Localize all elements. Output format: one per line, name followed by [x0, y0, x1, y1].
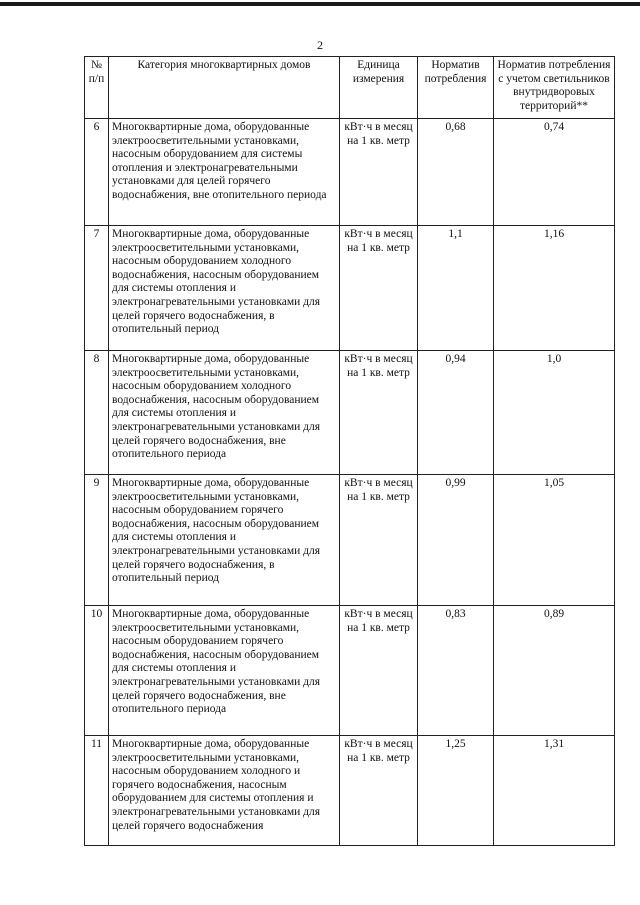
row-norm: 0,94 — [418, 351, 494, 475]
header-norm-lighting: Норматив потребления с учетом светильников внутридворовых территорий** — [494, 57, 615, 119]
row-norm: 1,25 — [418, 736, 494, 846]
row-norm: 1,1 — [418, 226, 494, 351]
row-norm-lighting: 1,05 — [494, 475, 615, 606]
header-norm: Норматив потребления — [418, 57, 494, 119]
row-category: Многоквартирные дома, оборудованные электроосветительными установками, насосным оборудованием горячего водоснабжения, насосным оборудованием для системы отопления и электронагревательными установками для целей горячего водоснабжения, вне отопительного периода — [109, 606, 340, 736]
row-unit: кВт·ч в месяц на 1 кв. метр — [340, 119, 418, 226]
row-unit: кВт·ч в месяц на 1 кв. метр — [340, 351, 418, 475]
row-num: 6 — [85, 119, 109, 226]
table-row — [85, 226, 615, 351]
row-norm-lighting: 1,16 — [494, 226, 615, 351]
table-row — [85, 119, 615, 226]
table-row — [85, 475, 615, 606]
row-num: 8 — [85, 351, 109, 475]
norms-table — [84, 56, 615, 846]
row-category: Многоквартирные дома, оборудованные электроосветительными установками, насосным оборудованием холодного водоснабжения, насосным оборудованием для системы отопления и электронагревательными установками для целей горячего водоснабжения, в отопительный период — [109, 226, 340, 351]
top-border-line — [0, 2, 640, 6]
header-category: Категория многоквартирных домов — [109, 57, 340, 119]
row-category: Многоквартирные дома, оборудованные электроосветительными установками, насосным оборудованием холодного и горячего водоснабжения, насосным оборудованием для системы отопления и электронагревательными установками для целей горячего водоснабжения — [109, 736, 340, 846]
row-norm: 0,68 — [418, 119, 494, 226]
row-norm: 0,83 — [418, 606, 494, 736]
row-num: 9 — [85, 475, 109, 606]
row-norm-lighting: 0,74 — [494, 119, 615, 226]
header-unit: Единица измерения — [340, 57, 418, 119]
table-row — [85, 351, 615, 475]
row-norm-lighting: 0,89 — [494, 606, 615, 736]
row-unit: кВт·ч в месяц на 1 кв. метр — [340, 226, 418, 351]
row-unit: кВт·ч в месяц на 1 кв. метр — [340, 606, 418, 736]
row-norm-lighting: 1,31 — [494, 736, 615, 846]
row-category: Многоквартирные дома, оборудованные электроосветительными установками, насосным оборудованием горячего водоснабжения, насосным оборудованием для системы отопления и электронагревательными установками для целей горячего водоснабжения, в отопительный период — [109, 475, 340, 606]
page-number: 2 — [317, 38, 323, 52]
header-num: № п/п — [85, 57, 109, 119]
table-header-row — [85, 57, 615, 119]
row-num: 7 — [85, 226, 109, 351]
row-unit: кВт·ч в месяц на 1 кв. метр — [340, 736, 418, 846]
row-norm: 0,99 — [418, 475, 494, 606]
row-category: Многоквартирные дома, оборудованные электроосветительными установками, насосным оборудованием для системы отопления и электронагревательными установками для целей горячего водоснабжения, вне отопительного периода — [109, 119, 340, 226]
table-row — [85, 736, 615, 846]
row-num: 10 — [85, 606, 109, 736]
row-unit: кВт·ч в месяц на 1 кв. метр — [340, 475, 418, 606]
row-num: 11 — [85, 736, 109, 846]
row-norm-lighting: 1,0 — [494, 351, 615, 475]
row-category: Многоквартирные дома, оборудованные электроосветительными установками, насосным оборудованием холодного водоснабжения, насосным оборудованием для системы отопления и электронагревательными установками для целей горячего водоснабжения, вне отопительного периода — [109, 351, 340, 475]
table-row — [85, 606, 615, 736]
